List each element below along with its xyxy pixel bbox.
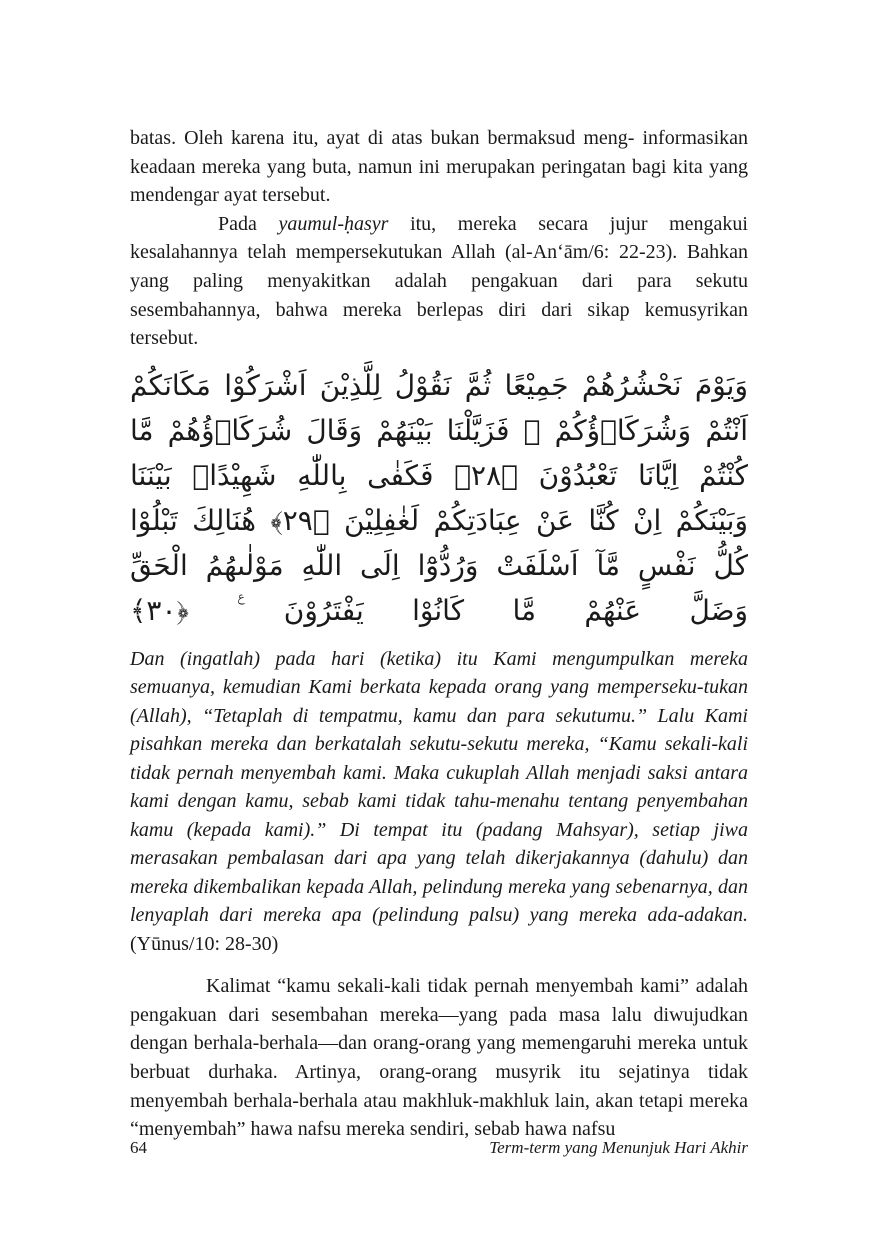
term-yaumul-hasyr: yaumul-ḥasyr	[278, 212, 389, 235]
paragraph-rest: itu, mereka secara jujur mengakui kesalahannya telah mempersekutukan Allah (al-An‘ām/6: 22-23). Bahkan yang paling menyakitkan adalah pengakuan dari para sekutu sesembahannya, bahwa mereka berlepas diri dari sikap kemusyrikan tersebut.	[130, 212, 748, 350]
page-content	[130, 124, 748, 1144]
running-title: Term-term yang Menunjuk Hari Akhir	[489, 1138, 748, 1157]
translation-text: Dan (ingatlah) pada hari (ketika) itu Kami mengumpulkan mereka semuanya, kemudian Kami berkata kepada orang yang memperseku-tukan (Allah), “Tetaplah di tempatmu, kamu dan para sekutumu.” Lalu Kami pisahkan mereka dan berkatalah sekutu-sekutu mereka, “Kamu sekali-kali tidak pernah menyembah kami. Maka cukuplah Allah menjadi saksi antara kami dengan kamu, sebab kami tidak tahu-menahu tentang penyembahan kamu (kepada kami).” Di tempat itu (padang Mahsyar), setiap jiwa merasakan pembalasan dari apa yang telah dikerjakannya (dahulu) dan mereka dikembalikan kepada Allah, pelindung mereka yang sebenarnya, dan lenyaplah dari mereka apa (pelindung palsu) yang mereka ada-adakan.	[130, 647, 748, 927]
paragraph-lead: Pada	[218, 212, 279, 235]
paragraph-line: batas. Oleh karena itu, ayat di atas bukan bermaksud meng-	[130, 127, 635, 149]
body-paragraph-1	[130, 124, 748, 210]
verse-translation	[130, 645, 748, 959]
body-paragraph-2	[130, 210, 748, 353]
paragraph-line: peringatan bagi kita yang mendengar ayat tersebut.	[130, 155, 748, 207]
body-paragraph-3: Kalimat “kamu sekali-kali tidak pernah menyembah kami” adalah pengakuan dari sesembahan mereka—yang pada masa lalu diwujudkan dengan berhala-berhala—dan orang-orang yang memengaruhi mereka untuk berbuat durhaka. Artinya, orang-orang musyrik itu sejatinya tidak menyembah berhala-berhala atau makhluk-makhluk lain, akan tetapi mereka “menyembah” hawa nafsu mereka sendiri, sebab hawa nafsu	[130, 975, 748, 1141]
arabic-verse: وَيَوْمَ نَحْشُرُهُمْ جَمِيْعًا ثُمَّ نَقُوْلُ لِلَّذِيْنَ اَشْرَكُوْا مَكَانَكُمْ اَنْتُمْ وَشُرَكَاۤؤُكُمْ ۚ فَزَيَّلْنَا بَيْنَهُمْ وَقَالَ شُرَكَاۤؤُهُمْ مَّا كُنْتُمْ اِيَّانَا تَعْبُدُوْنَ ﴿٢٨﴾ فَكَفٰى بِاللّٰهِ شَهِيْدًاۢ بَيْنَنَا وَبَيْنَكُمْ اِنْ كُنَّا عَنْ عِبَادَتِكُمْ لَغٰفِلِيْنَ ﴿٢٩﴾ هُنَالِكَ تَبْلُوْا كُلُّ نَفْسٍ مَّآ اَسْلَفَتْ وَرُدُّوْٓا اِلَى اللّٰهِ مَوْلٰىهُمُ الْحَقِّ وَضَلَّ عَنْهُمْ مَّا كَانُوْا يَفْتَرُوْنَ ࣖ ﴿٣٠﴾	[130, 368, 748, 627]
verse-reference: (Yūnus/10: 28-30)	[130, 932, 279, 955]
page-number: 64	[130, 1138, 147, 1157]
paragraph-line: informasikan keadaan mereka yang buta, namun ini merupakan	[130, 127, 749, 178]
page-footer	[130, 1138, 748, 1164]
